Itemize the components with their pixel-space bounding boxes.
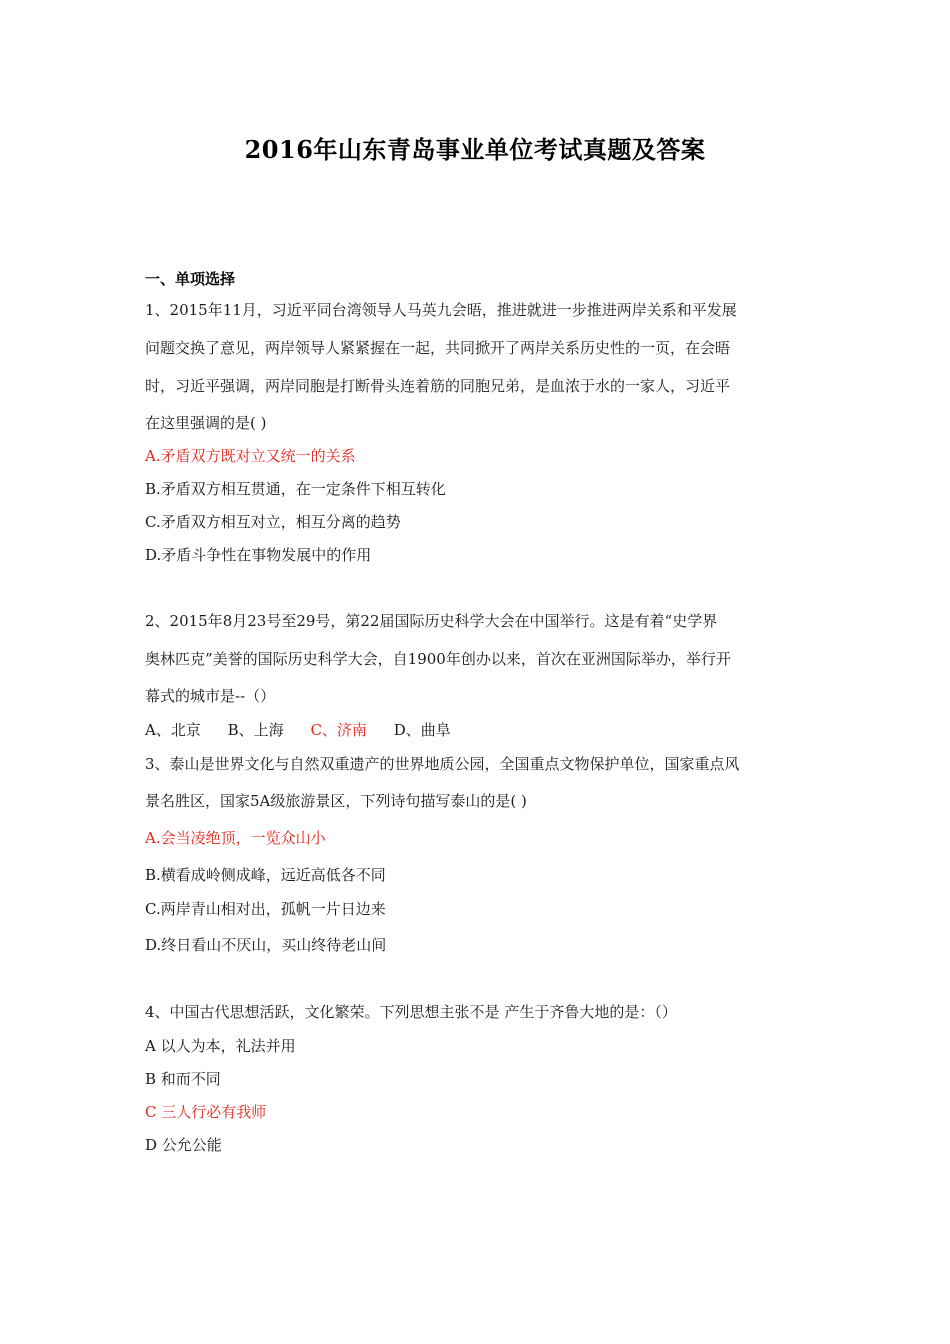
q2-option-b: B、上海 (227, 721, 284, 739)
q4-line-1: 4、中国古代思想活跃，文化繁荣。下列思想主张不是 产生于齐鲁大地的是：（） (145, 1003, 677, 1021)
q1-line-1: 1、2015年11月，习近平同台湾领导人马英九会晤，推进就进一步推进两岸关系和平发展 (145, 301, 737, 319)
q3-option-c: C.两岸青山相对出，孤帆一片日边来 (145, 900, 386, 918)
q4-option-a: A 以人为本，礼法并用 (145, 1037, 296, 1055)
q2-line-3: 幕式的城市是--（） (145, 687, 276, 705)
q1-option-a-answer: A.矛盾双方既对立又统一的关系 (145, 447, 356, 465)
q3-option-a-answer: A.会当凌绝顶，一览众山小 (145, 829, 326, 847)
q4-option-c-answer: C 三人行必有我师 (145, 1103, 267, 1121)
q2-option-c-answer: C、济南 (310, 721, 367, 739)
section-heading: 一、单项选择 (145, 270, 236, 288)
q3-line-2: 景名胜区，国家5A级旅游景区，下列诗句描写泰山的是( ) (145, 792, 527, 810)
q2-option-a: A、北京 (145, 721, 201, 739)
q1-line-4: 在这里强调的是( ) (145, 414, 267, 432)
q4-option-b: B 和而不同 (145, 1070, 221, 1088)
q2-option-d: D、曲阜 (393, 721, 451, 739)
q3-line-1: 3、泰山是世界文化与自然双重遗产的世界地质公园，全国重点文物保护单位，国家重点风 (145, 755, 740, 773)
document-title: 2016年山东青岛事业单位考试真题及答案 (244, 135, 706, 164)
q1-option-d: D.矛盾斗争性在事物发展中的作用 (145, 546, 372, 564)
q1-option-c: C.矛盾双方相互对立，相互分离的趋势 (145, 513, 401, 531)
q4-option-d: D 公允公能 (145, 1136, 222, 1154)
q2-options-row (145, 720, 815, 740)
q2-line-1: 2、2015年8月23号至29号，第22届国际历史科学大会在中国举行。这是有着“史学界 (145, 612, 718, 630)
q1-line-3: 时，习近平强调，两岸同胞是打断骨头连着筋的同胞兄弟，是血浓于水的一家人，习近平 (145, 377, 731, 395)
q2-line-2: 奥林匹克”美誉的国际历史科学大会，自1900年创办以来，首次在亚洲国际举办，举行开 (145, 650, 731, 668)
q3-option-b: B.横看成岭侧成峰，远近高低各不同 (145, 866, 386, 884)
q1-option-b: B.矛盾双方相互贯通，在一定条件下相互转化 (145, 480, 446, 498)
q1-line-2: 问题交换了意见，两岸领导人紧紧握在一起，共同掀开了两岸关系历史性的一页，在会晤 (145, 339, 731, 357)
q3-option-d: D.终日看山不厌山，买山终待老山间 (145, 936, 387, 954)
